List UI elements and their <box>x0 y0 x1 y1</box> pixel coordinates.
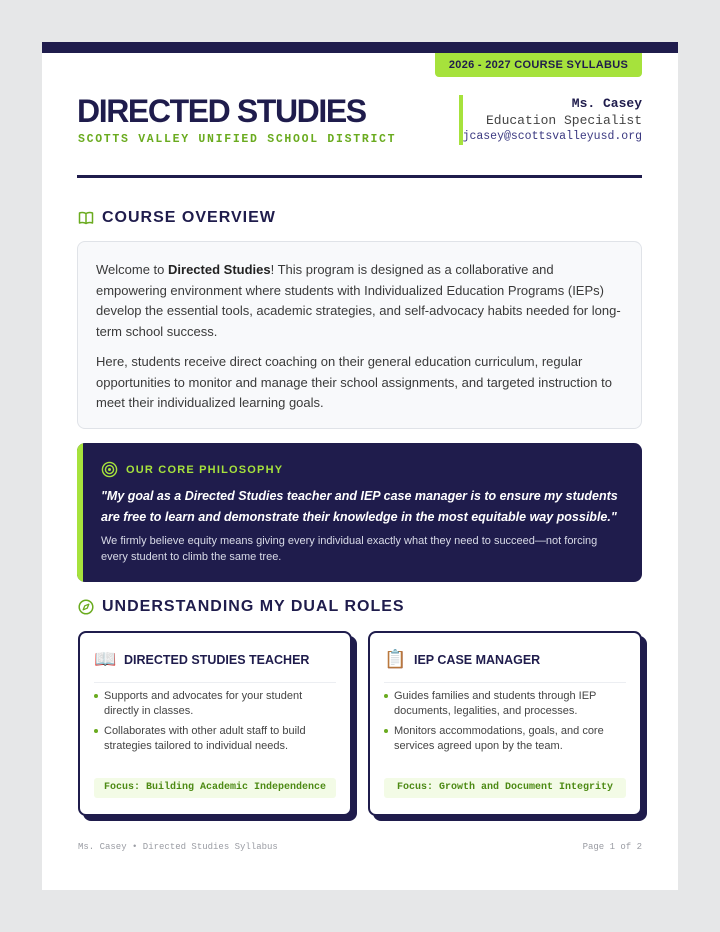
philosophy-title: OUR CORE PHILOSOPHY <box>126 463 284 476</box>
list-item: Collaborates with other adult staff to build strategies tailored to individual needs. <box>94 724 336 753</box>
card-title: IEP CASE MANAGER <box>414 652 541 667</box>
list-item: Supports and advocates for your student directly in classes. <box>94 689 336 718</box>
philosophy-quote: "My goal as a Directed Studies teacher and IEP case manager is to ensure my students are free to learn and demonstrate their knowledge in the most equitable way possible." <box>101 489 618 524</box>
philosophy-accent-bar <box>77 443 83 582</box>
open-book-icon: 📖 <box>94 649 117 669</box>
clipboard-icon: 📋 <box>384 649 407 669</box>
philosophy-heading <box>101 461 622 478</box>
section-title: UNDERSTANDING MY DUAL ROLES <box>102 598 405 615</box>
teacher-email[interactable]: jcasey@scottsvalleyusd.org <box>462 130 642 143</box>
footer-left: Ms. Casey • Directed Studies Syllabus <box>78 842 278 852</box>
header-divider <box>77 175 642 178</box>
role-duties-list <box>384 689 626 753</box>
focus-label: Focus: Building Academic Independence <box>94 778 336 798</box>
role-card-case-manager <box>368 631 642 816</box>
card-header <box>384 647 626 683</box>
card-title: DIRECTED STUDIES TEACHER <box>124 652 310 667</box>
page-number: Page 1 of 2 <box>582 842 642 852</box>
syllabus-year-badge: 2026 - 2027 COURSE SYLLABUS <box>435 53 642 77</box>
program-name: Directed Studies <box>168 262 271 277</box>
book-open-icon <box>78 210 94 226</box>
district-name: SCOTTS VALLEY UNIFIED SCHOOL DISTRICT <box>78 133 397 146</box>
role-card-teacher <box>78 631 352 816</box>
teacher-name: Ms. Casey <box>571 96 642 111</box>
compass-icon <box>78 599 94 615</box>
focus-label: Focus: Growth and Document Integrity <box>384 778 626 798</box>
list-item: Monitors accommodations, goals, and core services agreed upon by the team. <box>384 724 626 753</box>
target-icon <box>101 461 118 478</box>
course-overview-heading <box>78 209 276 227</box>
contact-block <box>463 95 642 144</box>
philosophy-note: We firmly believe equity means giving every individual exactly what they need to succeed—not forcing every student to climb the same tree. <box>101 535 598 563</box>
overview-paragraph: Here, students receive direct coaching on their general education curriculum, regular opportunities to monitor and manage their school assignments, and targeted instruction to meet their individualized learning goals. <box>96 354 612 410</box>
course-overview-box <box>77 241 642 429</box>
section-title: COURSE OVERVIEW <box>102 209 276 226</box>
top-accent-bar <box>42 42 678 53</box>
teacher-role: Education Specialist <box>485 113 642 128</box>
overview-paragraph: Welcome to Directed Studies! This program is designed as a collaborative and empowering environment where students with Individualized Education Programs (IEPs) develop the essential tools, academic strategies, and self-advocacy habits needed for long-term school success. <box>96 262 621 339</box>
page-title: DIRECTED STUDIES <box>77 93 366 129</box>
syllabus-page <box>42 42 678 890</box>
list-item: Guides families and students through IEP documents, legalities, and processes. <box>384 689 626 718</box>
card-header <box>94 647 336 683</box>
role-duties-list <box>94 689 336 753</box>
dual-roles-heading <box>78 598 405 616</box>
core-philosophy-box <box>77 443 642 582</box>
